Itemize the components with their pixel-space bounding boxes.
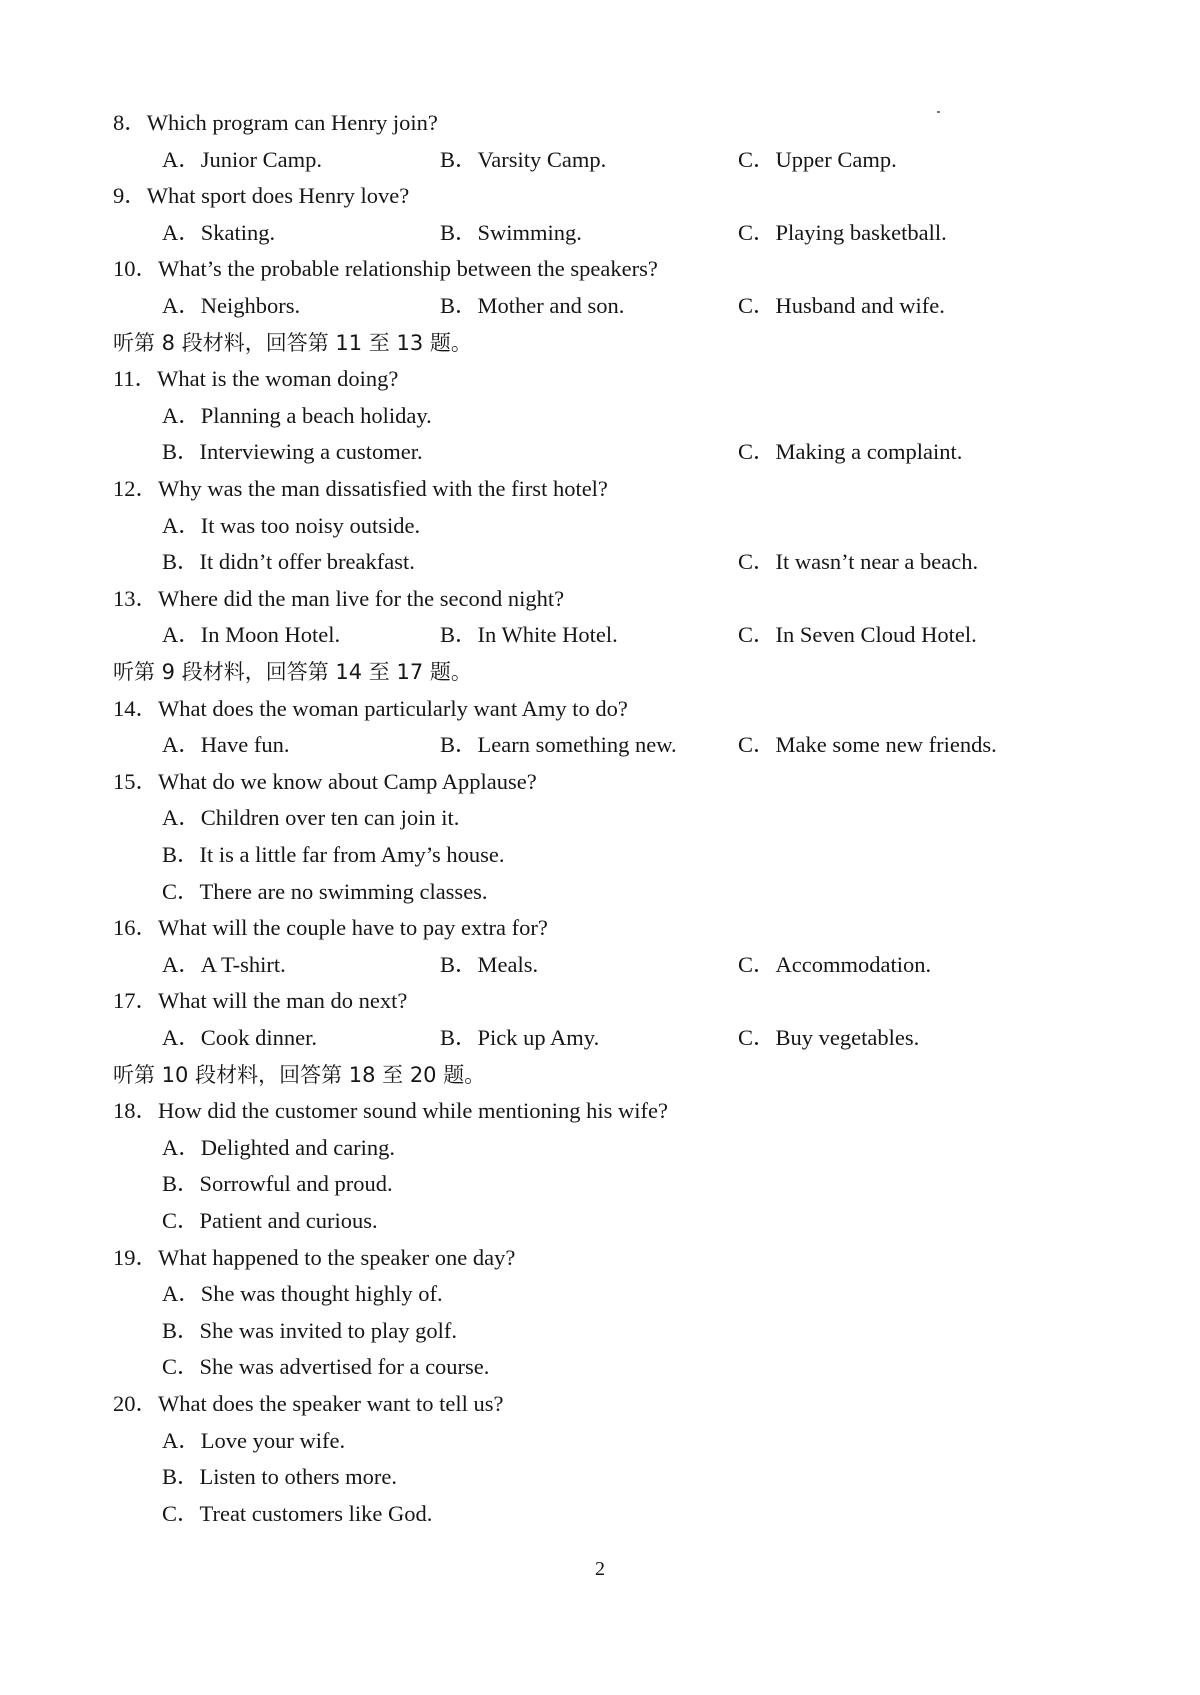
option-letter: B． <box>440 622 478 647</box>
option-letter: B． <box>162 1464 200 1489</box>
option-text: Have fun. <box>200 732 290 757</box>
option-letter: C． <box>738 952 776 977</box>
answer-option <box>440 618 618 652</box>
question-line <box>113 1387 504 1421</box>
question-line <box>113 582 564 616</box>
answer-option <box>162 728 289 762</box>
option-text: Playing basketball. <box>775 220 947 245</box>
option-text: In White Hotel. <box>477 622 618 647</box>
answer-option <box>440 289 624 323</box>
option-text: Husband and wife. <box>775 293 945 318</box>
option-text: Treat customers like God. <box>199 1501 433 1526</box>
answer-option <box>440 216 582 250</box>
question-line <box>113 362 398 396</box>
question-text: Which program can Henry join? <box>146 110 438 135</box>
option-letter: B． <box>440 220 478 245</box>
option-letter: C． <box>162 1501 200 1526</box>
answer-option <box>162 1204 378 1238</box>
option-text: Junior Camp. <box>200 147 322 172</box>
option-letter: B． <box>162 439 200 464</box>
question-number: 10． <box>113 256 159 281</box>
answer-option <box>162 509 420 543</box>
answer-option <box>162 838 504 872</box>
option-text: Patient and curious. <box>199 1208 378 1233</box>
option-letter: B． <box>440 147 478 172</box>
answer-option <box>162 1131 395 1165</box>
question-text: What do we know about Camp Applause? <box>158 769 537 794</box>
option-letter: C． <box>162 879 200 904</box>
option-text: Making a complaint. <box>775 439 963 464</box>
option-letter: A． <box>162 1428 201 1453</box>
option-letter: A． <box>162 403 201 428</box>
option-text: It didn’t offer breakfast. <box>199 549 415 574</box>
answer-option <box>162 399 432 433</box>
option-text: It is a little far from Amy’s house. <box>199 842 505 867</box>
answer-option <box>738 948 931 982</box>
question-line <box>113 252 658 286</box>
option-letter: A． <box>162 293 201 318</box>
question-number: 19． <box>113 1245 159 1270</box>
question-number: 11． <box>113 366 158 391</box>
answer-option <box>162 1021 317 1055</box>
question-number: 12． <box>113 476 159 501</box>
option-letter: C． <box>162 1208 200 1233</box>
answer-option <box>738 216 947 250</box>
option-text: Meals. <box>477 952 539 977</box>
option-text: She was invited to play golf. <box>199 1318 457 1343</box>
section-instruction: 听第 10 段材料，回答第 18 至 20 题。 <box>113 1063 486 1087</box>
answer-option <box>162 435 423 469</box>
option-text: Children over ten can join it. <box>200 805 460 830</box>
answer-option <box>738 435 962 469</box>
section-instruction: 听第 9 段材料，回答第 14 至 17 题。 <box>113 660 472 684</box>
option-letter: A． <box>162 622 201 647</box>
option-text: Learn something new. <box>477 732 677 757</box>
answer-option <box>738 545 978 579</box>
option-letter: A． <box>162 513 201 538</box>
question-text: What will the man do next? <box>158 988 408 1013</box>
question-text: What does the speaker want to tell us? <box>158 1391 504 1416</box>
answer-option <box>738 1021 919 1055</box>
option-text: Delighted and caring. <box>200 1135 396 1160</box>
answer-option <box>440 1021 599 1055</box>
question-text: Where did the man live for the second night? <box>158 586 565 611</box>
option-letter: A． <box>162 1025 201 1050</box>
option-letter: C． <box>738 1025 776 1050</box>
answer-option <box>162 1424 345 1458</box>
option-text: Accommodation. <box>775 952 932 977</box>
answer-option <box>738 618 977 652</box>
answer-option <box>738 143 897 177</box>
option-text: In Moon Hotel. <box>200 622 341 647</box>
option-letter: A． <box>162 1281 201 1306</box>
answer-option <box>162 1460 397 1494</box>
question-text: What is the woman doing? <box>157 366 399 391</box>
option-letter: A． <box>162 732 201 757</box>
answer-option <box>162 1350 489 1384</box>
option-text: Interviewing a customer. <box>199 439 423 464</box>
option-letter: C． <box>738 220 776 245</box>
option-text: Listen to others more. <box>199 1464 397 1489</box>
question-line <box>113 179 409 213</box>
question-line <box>113 692 628 726</box>
option-text: Cook dinner. <box>200 1025 317 1050</box>
question-text: What sport does Henry love? <box>146 183 410 208</box>
option-letter: A． <box>162 952 201 977</box>
answer-option <box>162 875 488 909</box>
question-text: What’s the probable relationship between the speakers? <box>158 256 658 281</box>
option-letter: B． <box>440 1025 478 1050</box>
option-letter: C． <box>738 293 776 318</box>
option-text: She was advertised for a course. <box>199 1354 490 1379</box>
question-text: What happened to the speaker one day? <box>158 1245 516 1270</box>
question-text: What will the couple have to pay extra for? <box>158 915 548 940</box>
question-number: 16． <box>113 915 159 940</box>
option-letter: C． <box>738 622 776 647</box>
stray-mark <box>937 111 940 113</box>
option-text: Buy vegetables. <box>775 1025 920 1050</box>
option-text: Upper Camp. <box>775 147 897 172</box>
option-text: Varsity Camp. <box>477 147 607 172</box>
question-number: 8． <box>113 110 147 135</box>
option-letter: A． <box>162 805 201 830</box>
option-letter: B． <box>162 1171 200 1196</box>
option-text: She was thought highly of. <box>200 1281 443 1306</box>
answer-option <box>162 1314 457 1348</box>
option-text: It wasn’t near a beach. <box>775 549 979 574</box>
question-line <box>113 106 438 140</box>
answer-option <box>162 1167 393 1201</box>
question-text: How did the customer sound while mentioning his wife? <box>158 1098 668 1123</box>
question-line <box>113 911 548 945</box>
answer-option <box>162 1497 432 1531</box>
answer-option <box>738 728 997 762</box>
option-letter: B． <box>162 1318 200 1343</box>
question-number: 20． <box>113 1391 159 1416</box>
question-number: 17． <box>113 988 159 1013</box>
question-line <box>113 984 407 1018</box>
question-line <box>113 765 537 799</box>
option-text: Mother and son. <box>477 293 625 318</box>
answer-option <box>162 1277 443 1311</box>
answer-option <box>162 948 286 982</box>
option-letter: A． <box>162 147 201 172</box>
option-text: In Seven Cloud Hotel. <box>775 622 977 647</box>
question-text: What does the woman particularly want Amy to do? <box>158 696 628 721</box>
option-text: Neighbors. <box>200 293 301 318</box>
question-number: 15． <box>113 769 159 794</box>
answer-option <box>738 289 945 323</box>
option-letter: A． <box>162 1135 201 1160</box>
option-text: There are no swimming classes. <box>199 879 488 904</box>
option-letter: B． <box>440 293 478 318</box>
question-line <box>113 472 608 506</box>
option-letter: C． <box>738 147 776 172</box>
question-text: Why was the man dissatisfied with the first hotel? <box>158 476 608 501</box>
section-instruction: 听第 8 段材料，回答第 11 至 13 题。 <box>113 331 472 355</box>
question-line <box>113 1094 668 1128</box>
option-text: Make some new friends. <box>775 732 997 757</box>
answer-option <box>440 143 606 177</box>
option-text: Sorrowful and proud. <box>199 1171 393 1196</box>
option-text: Skating. <box>200 220 276 245</box>
answer-option <box>162 216 275 250</box>
option-letter: B． <box>162 842 200 867</box>
answer-option <box>162 143 322 177</box>
option-text: Swimming. <box>477 220 582 245</box>
option-letter: B． <box>440 952 478 977</box>
option-letter: A． <box>162 220 201 245</box>
option-letter: C． <box>738 732 776 757</box>
question-number: 18． <box>113 1098 159 1123</box>
answer-option <box>440 728 677 762</box>
option-text: It was too noisy outside. <box>200 513 421 538</box>
answer-option <box>162 618 340 652</box>
question-number: 9． <box>113 183 147 208</box>
option-text: A T-shirt. <box>200 952 286 977</box>
option-letter: C． <box>162 1354 200 1379</box>
answer-option <box>440 948 538 982</box>
option-letter: C． <box>738 439 776 464</box>
option-letter: B． <box>440 732 478 757</box>
answer-option <box>162 545 415 579</box>
page-number: 2 <box>595 1558 605 1580</box>
option-letter: C． <box>738 549 776 574</box>
answer-option <box>162 289 300 323</box>
option-text: Planning a beach holiday. <box>200 403 432 428</box>
option-letter: B． <box>162 549 200 574</box>
question-line <box>113 1241 515 1275</box>
option-text: Love your wife. <box>200 1428 346 1453</box>
question-number: 14． <box>113 696 159 721</box>
question-number: 13． <box>113 586 159 611</box>
option-text: Pick up Amy. <box>477 1025 600 1050</box>
answer-option <box>162 801 459 835</box>
